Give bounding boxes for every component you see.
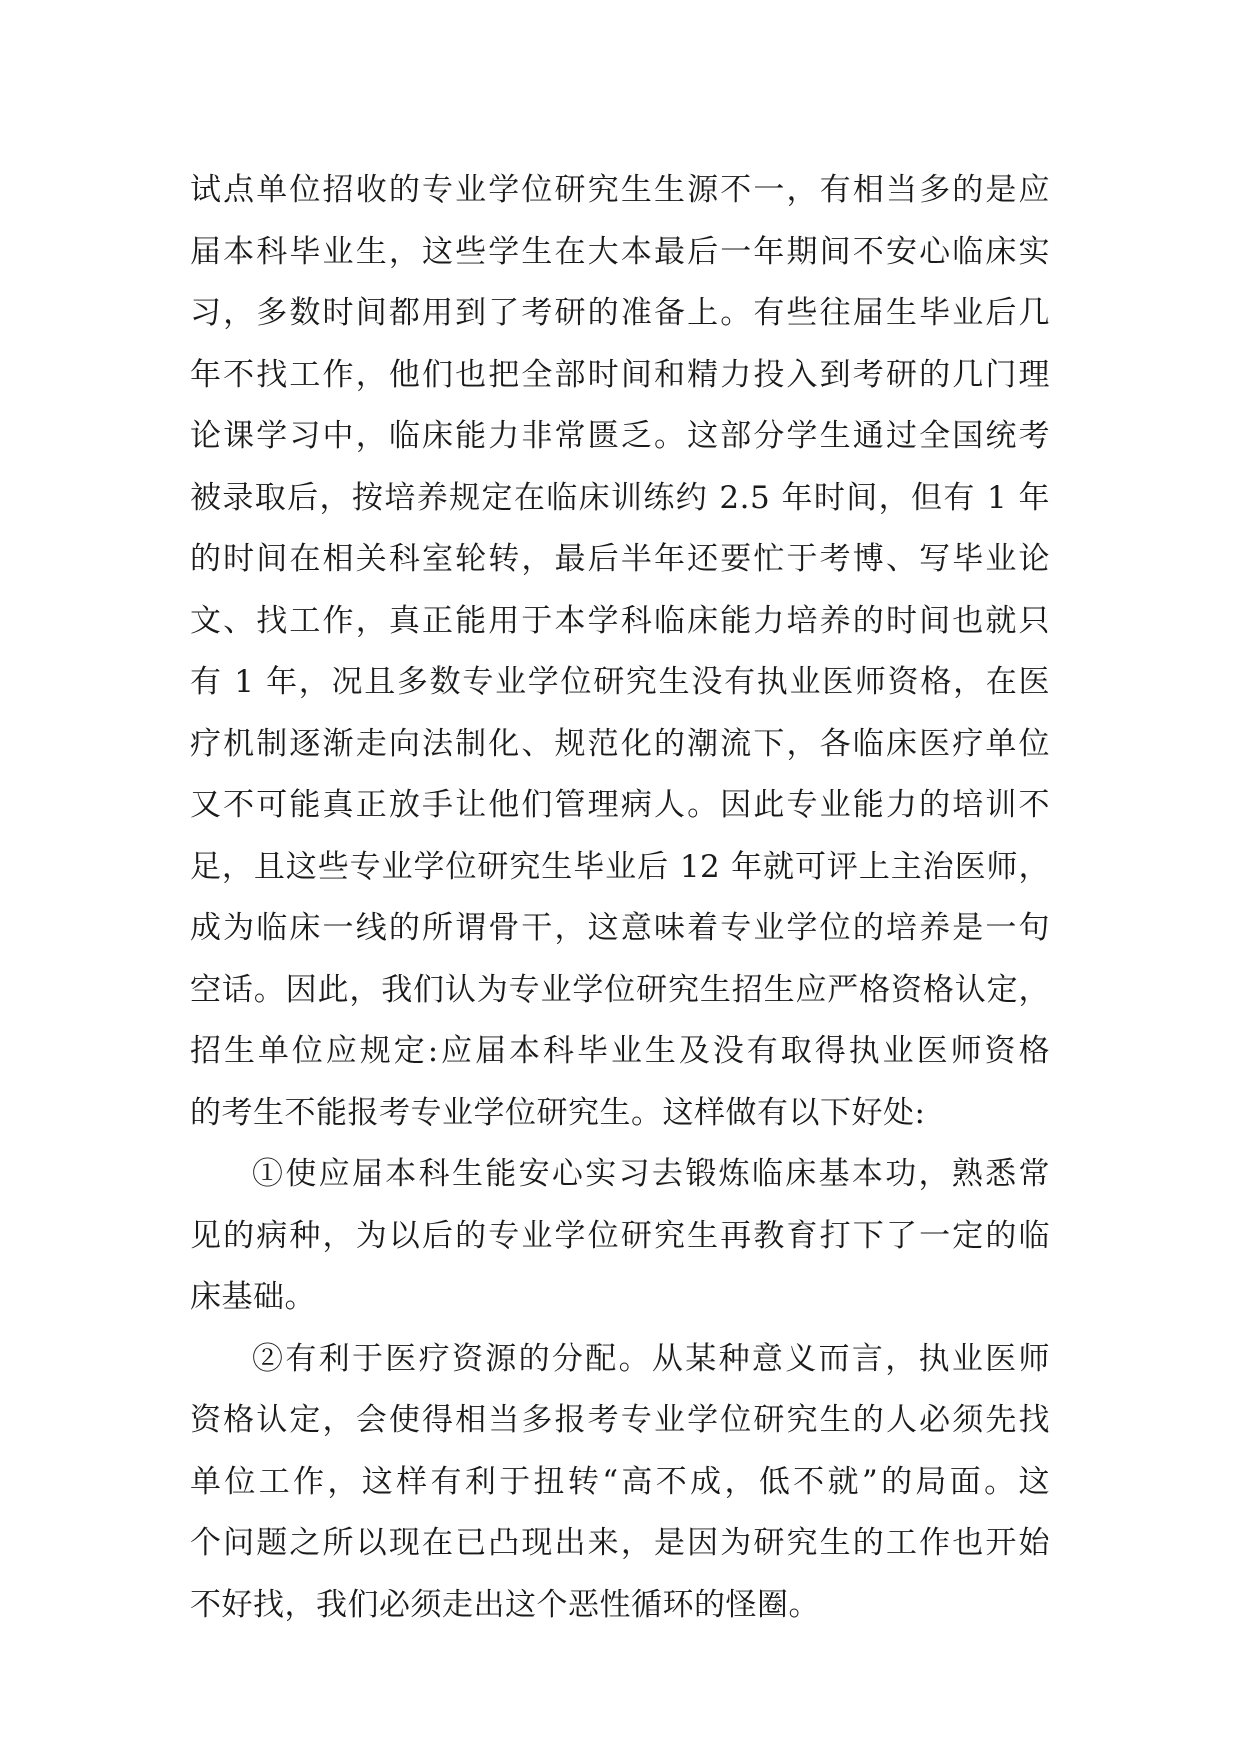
text-line: 招生单位应规定:应届本科毕业生及没有取得执业医师资格	[190, 1033, 1050, 1069]
text-line: 又不可能真正放手让他们管理病人。因此专业能力的培训不	[190, 787, 1050, 823]
text-line: 习，多数时间都用到了考研的准备上。有些往届生毕业后几	[190, 295, 1050, 331]
text-line: 文、找工作，真正能用于本学科临床能力培养的时间也就只	[190, 602, 1050, 639]
text-line: 有 1 年，况且多数专业学位研究生没有执业医师资格，在医	[190, 664, 1050, 700]
text-line: 疗机制逐渐走向法制化、规范化的潮流下，各临床医疗单位	[190, 725, 1050, 762]
paragraph-item-2-line: 资格认定，会使得相当多报考专业学位研究生的人必须先找	[190, 1402, 1050, 1438]
text-line: 届本科毕业生，这些学生在大本最后一年期间不安心临床实	[190, 233, 1050, 270]
text-line: 的考生不能报考专业学位研究生。这样做有以下好处:	[190, 1094, 926, 1131]
paragraph-item-1-line: 床基础。	[190, 1279, 316, 1315]
text-line: 年不找工作，他们也把全部时间和精力投入到考研的几门理	[190, 356, 1050, 393]
text-line: 被录取后，按培养规定在临床训练约 2.5 年时间，但有 1 年	[190, 479, 1050, 516]
paragraph-item-2-line: 不好找，我们必须走出这个恶性循环的怪圈。	[190, 1586, 820, 1623]
paragraph-item-1-line: 见的病种，为以后的专业学位研究生再教育打下了一定的临	[190, 1217, 1050, 1254]
paragraph-item-2-line: 个问题之所以现在已凸现出来，是因为研究生的工作也开始	[190, 1525, 1050, 1561]
paragraph-item-1-line: ①使应届本科生能安心实习去锻炼临床基本功，熟悉常	[252, 1156, 1050, 1192]
text-line: 空话。因此，我们认为专业学位研究生招生应严格资格认定，	[190, 971, 1050, 1008]
text-line: 成为临床一线的所谓骨干，这意味着专业学位的培养是一句	[190, 910, 1050, 946]
paragraph-item-2-line: ②有利于医疗资源的分配。从某种意义而言，执业医师	[252, 1340, 1050, 1377]
text-line: 论课学习中，临床能力非常匮乏。这部分学生通过全国统考	[190, 418, 1050, 454]
text-line: 试点单位招收的专业学位研究生生源不一，有相当多的是应	[190, 172, 1050, 208]
body-text	[190, 160, 1050, 1636]
text-line: 的时间在相关科室轮转，最后半年还要忙于考博、写毕业论	[190, 541, 1050, 577]
paragraph-item-2-line: 单位工作，这样有利于扭转“高不成，低不就”的局面。这	[190, 1463, 1050, 1500]
text-line: 足，且这些专业学位研究生毕业后 12 年就可评上主治医师，	[190, 848, 1050, 885]
